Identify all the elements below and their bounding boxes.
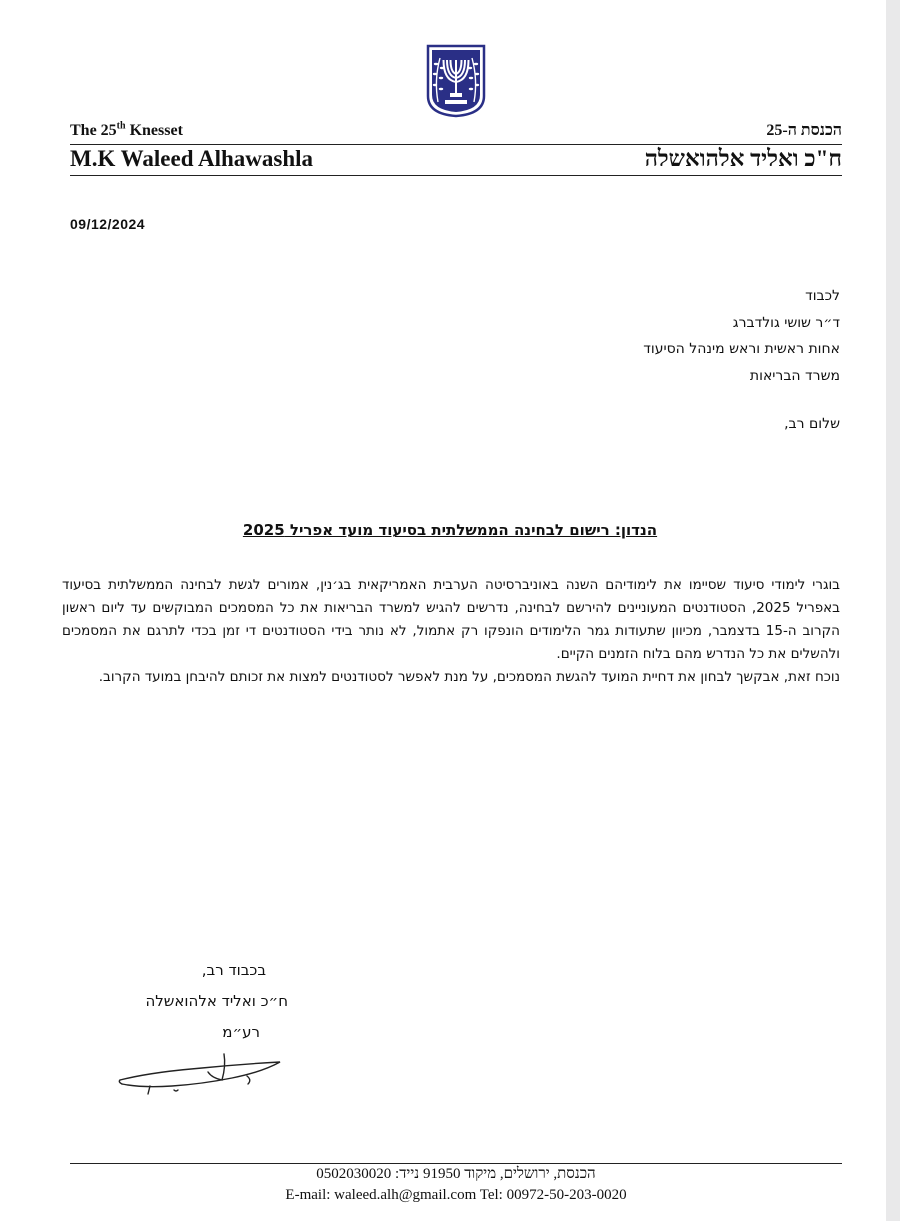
mk-name-he: ח"כ ואליד אלהואשלה [644, 146, 842, 171]
header-rule-top [70, 144, 842, 145]
knesset-he: הכנסת ה-25 [766, 122, 842, 139]
body-paragraph: נוכח זאת, אבקשך לבחון את דחיית המועד להגשת המסמכים, על מנת לאפשר לסטודנטים למצות את זכותם להיבחן במועד הקרוב. [98, 669, 840, 685]
header-rule-bottom [70, 175, 842, 176]
signoff-closing: בכבוד רב, [201, 961, 266, 979]
addressee-line: לכבוד [805, 288, 840, 304]
footer-address: הכנסת, ירושלים, מיקוד 91950 נייד: 0502030020 [316, 1166, 596, 1182]
letter-body [62, 574, 840, 689]
knesset-en: The 25th Knesset [70, 120, 183, 139]
addressee-line: אחות ראשית וראש מינהל הסיעוד [643, 341, 840, 357]
footer-contact: E-mail: waleed.alh@gmail.com Tel: 00972-50-203-0020 [285, 1187, 627, 1203]
letterhead-row-mk [70, 146, 842, 172]
addressee-line: משרד הבריאות [749, 367, 840, 384]
subject-line: הנדון: רישום לבחינה הממשלתית בסיעוד מועד אפריל 2025 [242, 521, 658, 539]
greeting: שלום רב, [784, 416, 840, 432]
mk-name-en: M.K Waleed Alhawashla [70, 146, 314, 171]
letter-date: 09/12/2024 [70, 216, 146, 232]
addressee-line: ד״ר שושי גולדברג [732, 314, 840, 331]
body-paragraph: בוגרי לימודי סיעוד שסיימו את לימודיהם השנה באוניברסיטה הערבית האמריקאית בג׳נין, אמורים לגשת לבחינה הממשלתית בסיעוד באפריל 2025, הסטודנטים המעוניינים להירשם לבחינה, נדרשים להגיש למשרד הבריאות את כל המסמכים המבוקשים עד ליום ראשון הקרוב ה-15 בדצמבר, מכיוון שתעודות גמר הלימודים הונפקו רק אתמול, לא נותר בידי הסטודנטים די זמן בכדי לתרגם את המסמכים ולהשלים את כל הנדרש מהם בלוח הזמנים הקיים. [62, 577, 840, 662]
addressee-block [643, 283, 840, 389]
letterhead-row-knesset [70, 122, 842, 140]
signoff-name: ח״כ ואליד אלהואשלה [145, 992, 288, 1010]
signoff-party: רע״מ [222, 1023, 260, 1041]
signoff-block [98, 955, 288, 1048]
footer-rule [70, 1163, 842, 1164]
handwritten-signature [112, 1050, 292, 1100]
menorah-emblem-icon [426, 44, 486, 118]
